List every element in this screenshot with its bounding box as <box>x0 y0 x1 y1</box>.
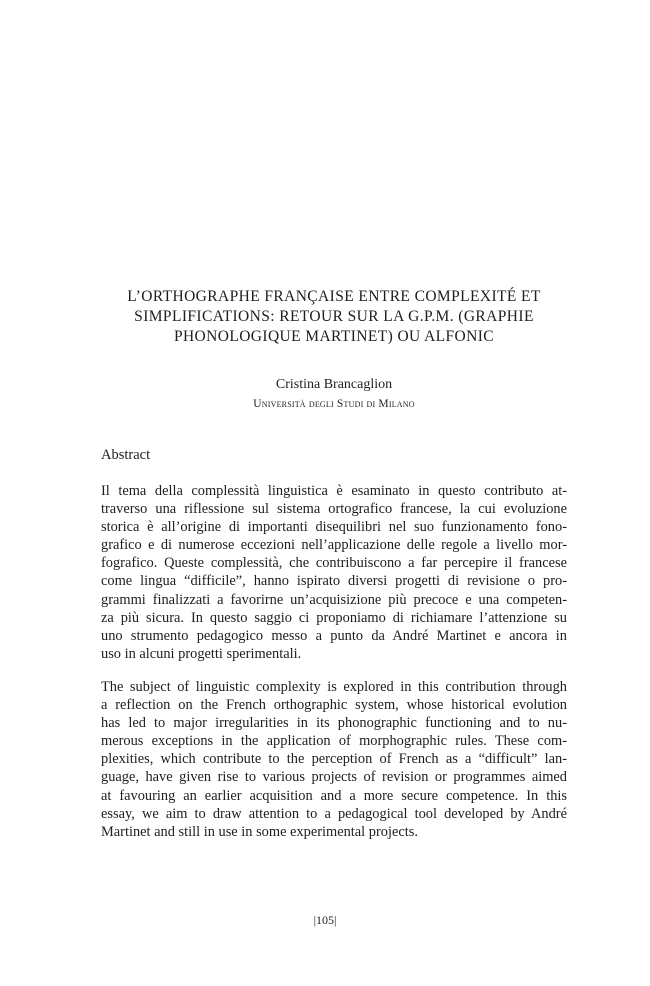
title-line: L’ORTHOGRAPHE FRANÇAISE ENTRE COMPLEXITÉ ET <box>127 288 541 305</box>
page-number: |105| <box>313 913 337 927</box>
abstract-italian <box>101 482 567 663</box>
author-name: Cristina Brancaglion <box>275 377 393 392</box>
abstract-line: uno strumento pedagogico messo a punto da André Martinet e ancora in <box>101 627 567 644</box>
abstract-line: za più sicura. In questo saggio ci proponiamo di richiamare l’attenzione su <box>101 609 567 626</box>
title-line: SIMPLIFICATIONS: RETOUR SUR LA G.P.M. (GRAPHIE <box>134 308 534 325</box>
abstract-line: merous exceptions in the application of morphographic rules. These com- <box>101 733 567 750</box>
abstract-line: Il tema della complessità linguistica è esaminato in questo contributo at- <box>101 483 567 499</box>
abstract-line: plexities, which contribute to the perception of French as a “difficult” lan- <box>101 751 567 768</box>
article-title <box>100 287 568 347</box>
abstract-line: Martinet and still in use in some experimental projects. <box>101 823 418 840</box>
abstract-english <box>101 678 567 841</box>
abstract-line: essay, we aim to draw attention to a pedagogical tool developed by André <box>101 805 567 822</box>
abstract-line: storica è all’origine di importanti disequilibri nel suo funzionamento fono- <box>101 519 567 536</box>
abstract-line: come lingua “difficile”, hanno ispirato diversi progetti di revisione o pro- <box>101 573 567 590</box>
abstract-line: traverso una riflessione sul sistema ortografico francese, la cui evoluzione <box>101 501 567 518</box>
abstract-line: guage, have given rise to various projects of revision or programmes aimed <box>101 769 567 786</box>
abstract-line: uso in alcuni progetti sperimentali. <box>101 645 302 662</box>
title-line: PHONOLOGIQUE MARTINET) OU ALFONIC <box>173 328 495 345</box>
abstract-line: fografico. Queste complessità, che contribuiscono a far percepire il francese <box>101 555 567 572</box>
abstract-line: grammi finalizzati a favorirne un’acquisizione più precoce e una competen- <box>101 591 567 608</box>
abstract-heading: Abstract <box>101 447 151 463</box>
abstract-line: The subject of linguistic complexity is explored in this contribution through <box>101 679 567 695</box>
author-affiliation: Università degli Studi di Milano <box>253 398 415 410</box>
abstract-line: has led to major irregularities in its phonographic functioning and to nu- <box>101 715 567 732</box>
abstract-line: grafico e di numerose eccezioni nell’applicazione delle regole a livello mor- <box>101 537 567 554</box>
abstract-line: at favouring an earlier acquisition and a more secure competence. In this <box>101 787 567 804</box>
abstract-line: a reflection on the French orthographic system, whose historical evolution <box>101 697 567 714</box>
